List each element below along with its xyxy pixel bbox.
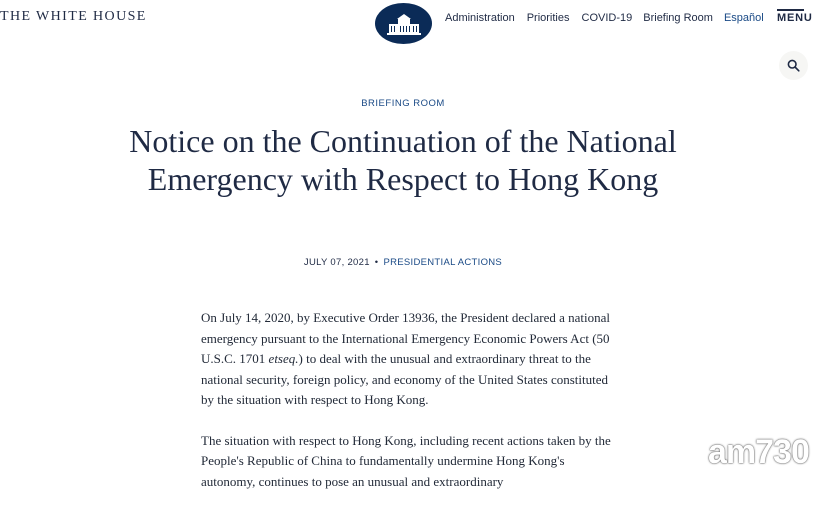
menu-label: MENU: [777, 12, 813, 24]
site-title[interactable]: THE WHITE HOUSE: [0, 9, 147, 24]
meta-separator: •: [374, 257, 379, 268]
article-body: [201, 308, 611, 512]
nav-link-administration[interactable]: Administration: [445, 12, 515, 24]
nav-link-priorities[interactable]: Priorities: [526, 12, 570, 24]
page-title: Notice on the Continuation of the National Emergency with Respect to Hong Kong: [129, 123, 677, 197]
publish-date: JULY 07, 2021: [303, 257, 370, 268]
menu-button[interactable]: [777, 9, 813, 24]
article-meta: [0, 257, 806, 268]
nav-link-briefing-room[interactable]: Briefing Room: [643, 12, 713, 24]
article-paragraph: The situation with respect to Hong Kong, including recent actions taken by the People's Republic of China to fundamentally undermine Hong Kong's autonomy, continues to pose an unusual and extraordinary: [201, 432, 611, 489]
menu-bar-icon: [777, 9, 804, 11]
paragraph-italic-text: etseq.: [268, 351, 299, 366]
search-icon: [787, 59, 800, 72]
section-eyebrow-link[interactable]: BRIEFING ROOM: [361, 98, 445, 109]
category-link[interactable]: PRESIDENTIAL ACTIONS: [383, 257, 503, 268]
white-house-seal-icon[interactable]: [375, 3, 432, 44]
paragraph-text: On July 14, 2020, by Executive Order 13936, the President declared a national emergency pursuant to the International Emergency Economic Powers Act (50 U.S.C. 1701: [201, 310, 611, 366]
watermark-logo: am730: [708, 433, 809, 471]
nav-link-espanol[interactable]: Español: [723, 12, 764, 24]
search-button[interactable]: [779, 51, 808, 80]
main-nav: [445, 10, 764, 26]
nav-link-covid-19[interactable]: COVID-19: [581, 12, 633, 24]
article-paragraph: [201, 308, 611, 411]
paragraph-text: ) to deal with the unusual and extraordinary threat to the national security, foreign policy, and economy of the United States constituted by the situation with respect to Hong Kong.: [201, 351, 608, 407]
